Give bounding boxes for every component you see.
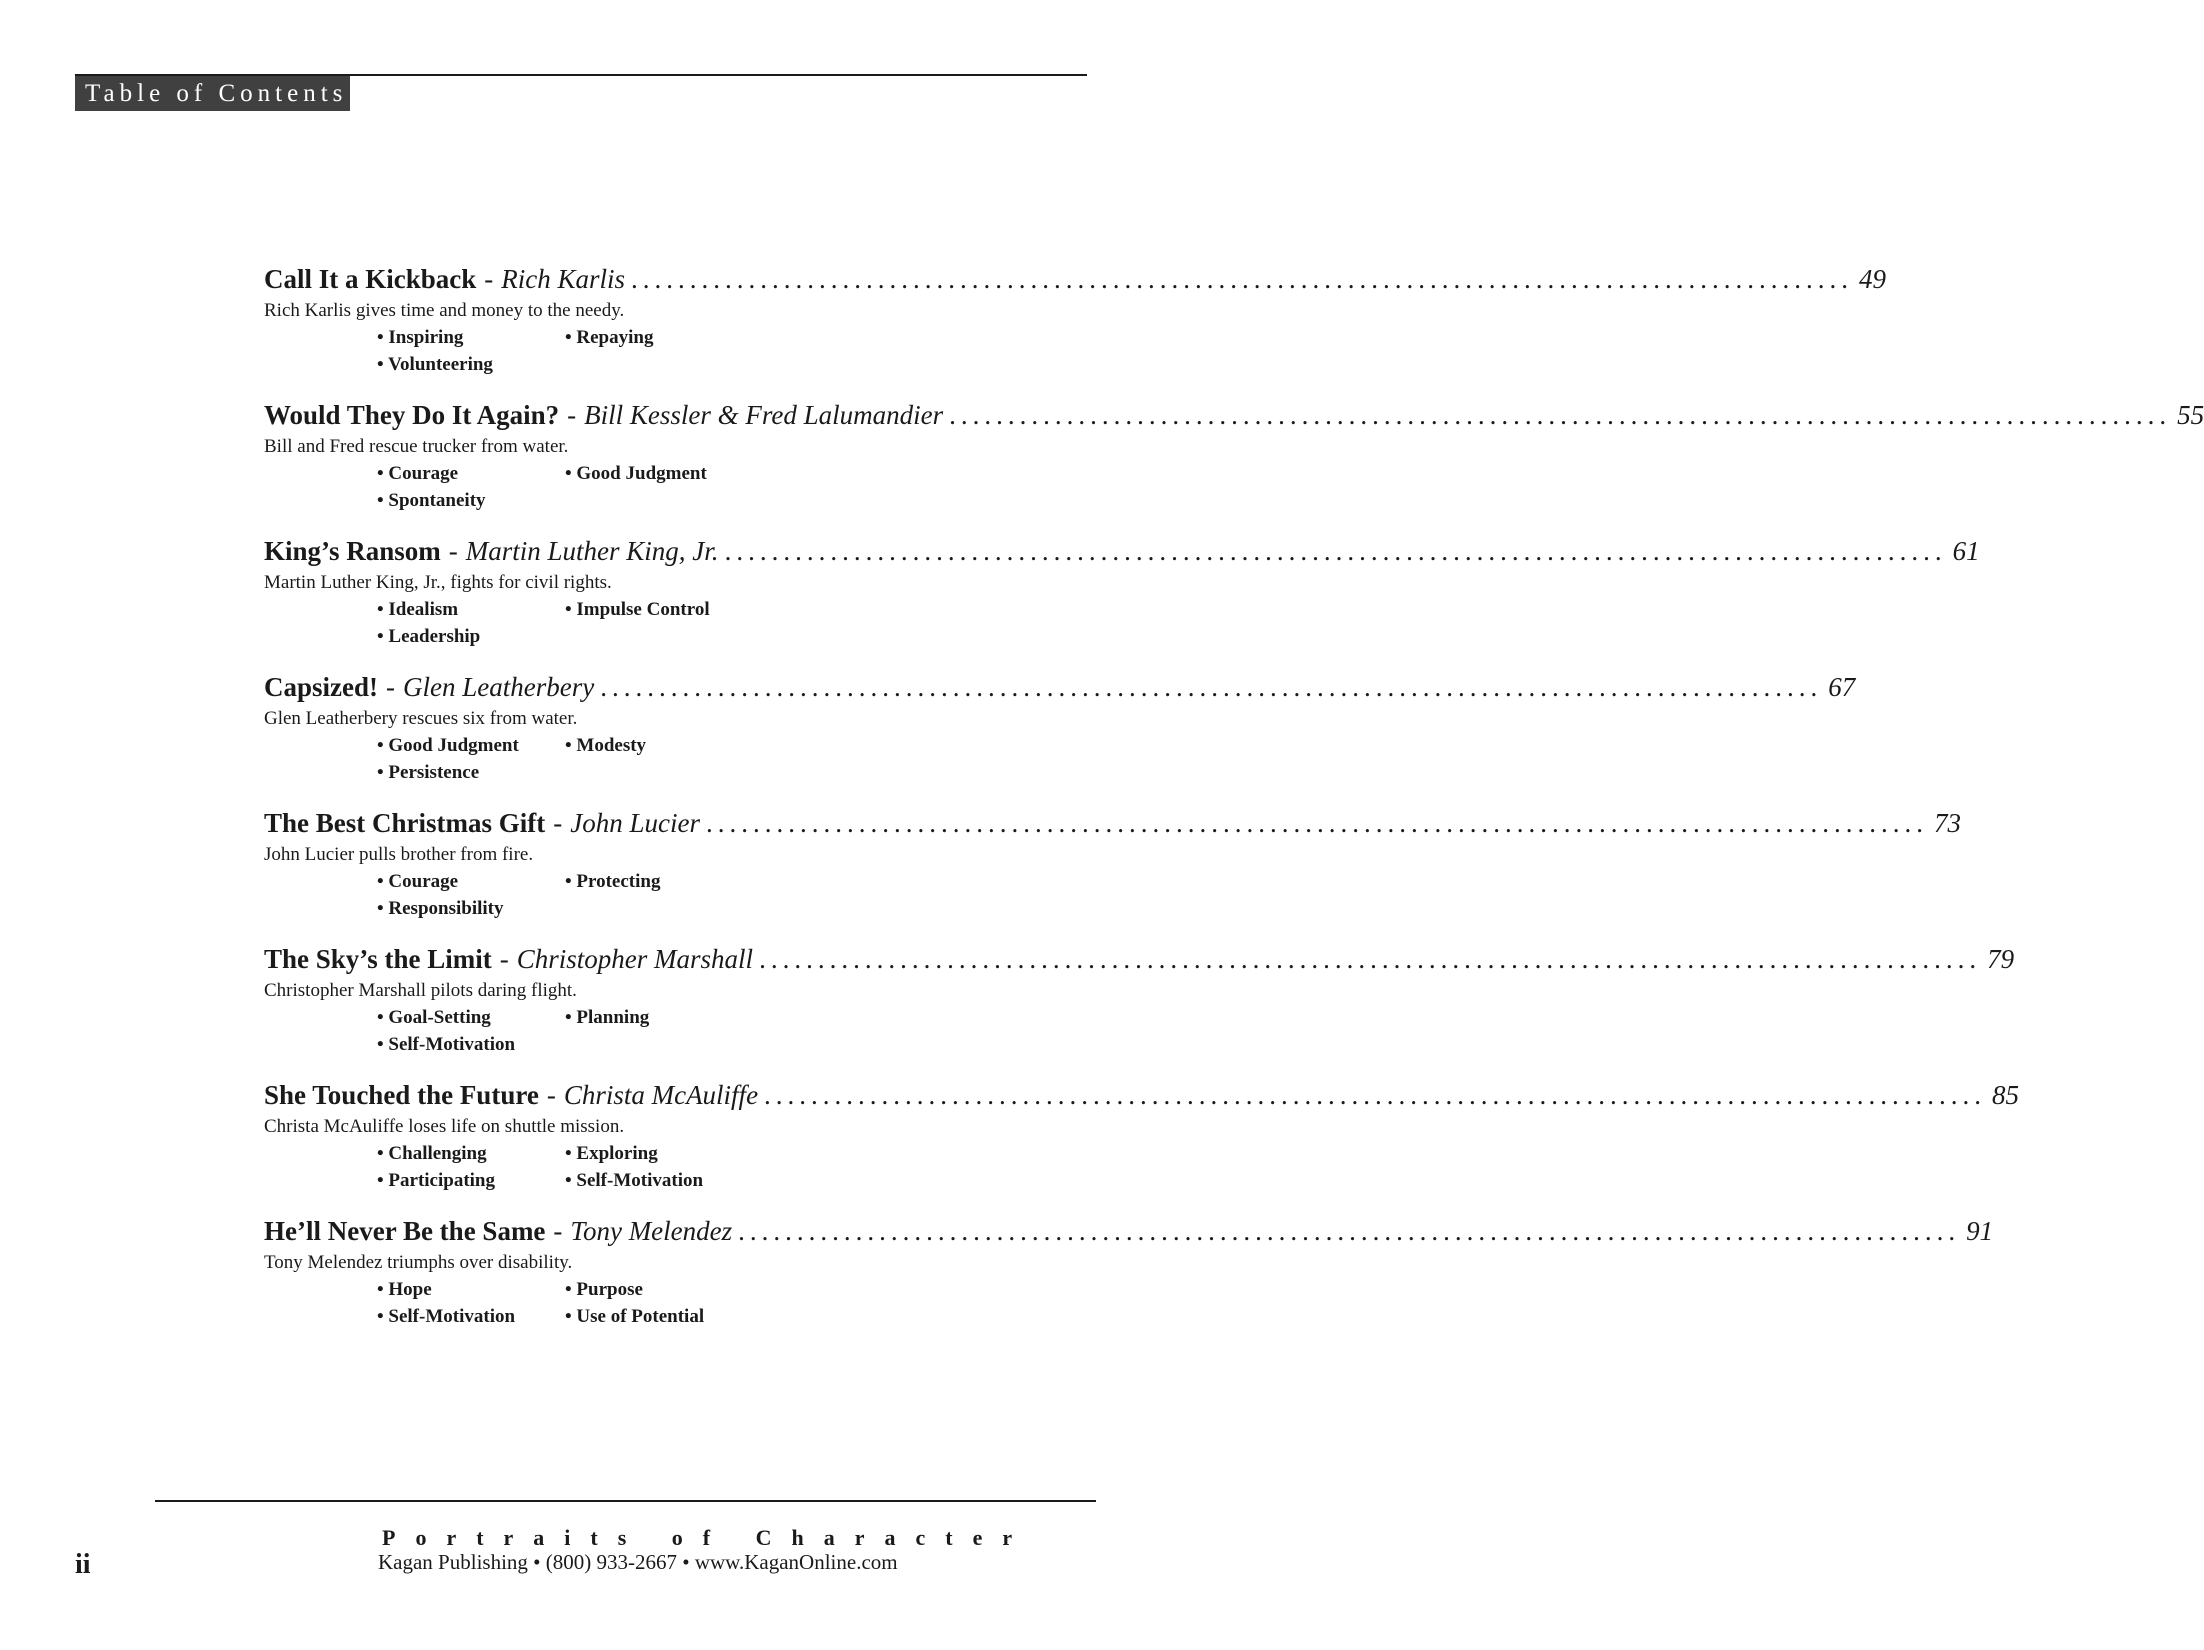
entry-title: He’ll Never Be the Same — [264, 1216, 546, 1246]
entry-separator: - — [553, 808, 563, 838]
entry-traits — [377, 460, 1020, 514]
footer-series-title: Portraits of Character — [382, 1525, 1033, 1550]
trait-item: • Idealism — [377, 599, 459, 620]
entry-page-number: 85 — [1992, 1080, 2020, 1110]
trait-item: • Courage — [377, 463, 459, 484]
trait-item: • Modesty — [565, 735, 647, 756]
trait-item: • Goal-Setting — [377, 1007, 491, 1028]
toc-entry — [264, 532, 1980, 668]
entry-separator: - — [567, 400, 577, 430]
trait-item: • Use of Potential — [565, 1306, 705, 1327]
trait-item: • Courage — [377, 871, 459, 892]
entry-person: Martin Luther King, Jr. — [465, 536, 719, 566]
entry-page-number: 79 — [1987, 944, 2015, 974]
entry-title-line — [264, 940, 2015, 978]
trait-item: • Exploring — [565, 1143, 658, 1164]
toc-entry — [264, 804, 1961, 940]
toc-entry — [264, 260, 1887, 396]
trait-item: • Self-Motivation — [377, 1034, 516, 1055]
entry-traits — [377, 596, 1020, 650]
trait-item: • Purpose — [565, 1279, 643, 1300]
entry-title-line — [264, 396, 2204, 434]
footer-rule — [155, 1500, 1096, 1502]
entry-person: Christa McAuliffe — [563, 1080, 759, 1110]
entry-title: The Sky’s the Limit — [264, 944, 492, 974]
entry-title-line — [264, 1076, 2020, 1114]
toc-entry — [264, 1212, 1994, 1348]
entry-title: Call It a Kickback — [264, 264, 477, 294]
toc-entries — [264, 260, 2204, 1348]
entry-separator: - — [553, 1216, 563, 1246]
entry-summary: Christopher Marshall pilots daring flight. — [264, 980, 577, 1001]
entry-summary: Rich Karlis gives time and money to the needy. — [264, 300, 625, 321]
entry-traits — [377, 732, 1020, 786]
trait-item: • Good Judgment — [377, 735, 519, 756]
entry-separator: - — [484, 264, 494, 294]
toc-header-tab: Table of Contents — [75, 76, 350, 111]
entry-separator: - — [546, 1080, 556, 1110]
entry-separator: - — [448, 536, 458, 566]
entry-person: John Lucier — [570, 808, 700, 838]
entry-page-number: 91 — [1966, 1216, 1994, 1246]
toc-entry — [264, 1076, 2020, 1212]
entry-title: She Touched the Future — [264, 1080, 539, 1110]
dot-leader: ........................................................................................................ — [724, 536, 1947, 566]
entry-separator: - — [499, 944, 509, 974]
entry-title: King’s Ransom — [264, 536, 441, 566]
entry-title: Would They Do It Again? — [264, 400, 560, 430]
trait-item: • Inspiring — [377, 327, 464, 348]
entry-traits — [377, 1004, 1020, 1058]
entry-person: Bill Kessler & Fred Lalumandier — [584, 400, 944, 430]
entry-traits — [377, 324, 1020, 378]
trait-item: • Self-Motivation — [377, 1306, 516, 1327]
entry-title-line — [264, 260, 1887, 298]
dot-leader: ........................................................................................................ — [759, 944, 1982, 974]
entry-summary: Glen Leatherbery rescues six from water. — [264, 708, 578, 729]
trait-item: • Protecting — [565, 871, 661, 892]
trait-item: • Participating — [377, 1170, 496, 1191]
trait-item: • Good Judgment — [565, 463, 707, 484]
entry-traits — [377, 1140, 1020, 1194]
toc-entry — [264, 940, 2015, 1076]
entry-page-number: 67 — [1828, 672, 1856, 702]
entry-title-line — [264, 532, 1980, 570]
entry-page-number: 73 — [1933, 808, 1961, 838]
entry-person: Tony Melendez — [570, 1216, 733, 1246]
entry-page-number: 61 — [1952, 536, 1980, 566]
entry-separator: - — [386, 672, 395, 702]
entry-title-line — [264, 668, 1856, 706]
trait-item: • Persistence — [377, 762, 480, 783]
entry-person: Glen Leatherbery — [403, 672, 595, 702]
entry-summary: John Lucier pulls brother from fire. — [264, 844, 534, 865]
dot-leader: ........................................................................................................ — [738, 1216, 1961, 1246]
trait-item: • Challenging — [377, 1143, 487, 1164]
entry-summary: Tony Melendez triumphs over disability. — [264, 1252, 573, 1273]
entry-page-number: 49 — [1859, 264, 1887, 294]
entry-title: The Best Christmas Gift — [264, 808, 546, 838]
dot-leader: ........................................................................................................ — [705, 808, 1928, 838]
entry-page-number: 55 — [2177, 400, 2204, 430]
trait-item: • Impulse Control — [565, 599, 710, 620]
entry-person: Rich Karlis — [501, 264, 626, 294]
entry-title-line — [264, 804, 1961, 842]
dot-leader: ........................................................................................................ — [949, 400, 2172, 430]
page-number: ii — [75, 1549, 91, 1580]
entry-summary: Christa McAuliffe loses life on shuttle mission. — [264, 1116, 625, 1137]
trait-item: • Volunteering — [377, 354, 493, 375]
trait-item: • Hope — [377, 1279, 432, 1300]
toc-entry — [264, 668, 1856, 804]
entry-title: Capsized! — [264, 672, 378, 702]
trait-item: • Leadership — [377, 626, 481, 647]
entry-summary: Bill and Fred rescue trucker from water. — [264, 436, 569, 457]
trait-item: • Repaying — [565, 327, 654, 348]
trait-item: • Self-Motivation — [565, 1170, 704, 1191]
entry-summary: Martin Luther King, Jr., fights for civil rights. — [264, 572, 612, 593]
footer-publisher: Kagan Publishing • (800) 933-2667 • www.KaganOnline.com — [378, 1550, 898, 1574]
dot-leader: ........................................................................................................ — [600, 672, 1823, 702]
trait-item: • Spontaneity — [377, 490, 486, 511]
entry-traits — [377, 868, 1020, 922]
entry-traits — [377, 1276, 1020, 1330]
trait-item: • Responsibility — [377, 898, 504, 919]
toc-entry — [264, 396, 2204, 532]
dot-leader: ........................................................................................................ — [631, 264, 1854, 294]
entry-title-line — [264, 1212, 1994, 1250]
trait-item: • Planning — [565, 1007, 650, 1028]
entry-person: Christopher Marshall — [516, 944, 754, 974]
dot-leader: ........................................................................................................ — [764, 1080, 1987, 1110]
